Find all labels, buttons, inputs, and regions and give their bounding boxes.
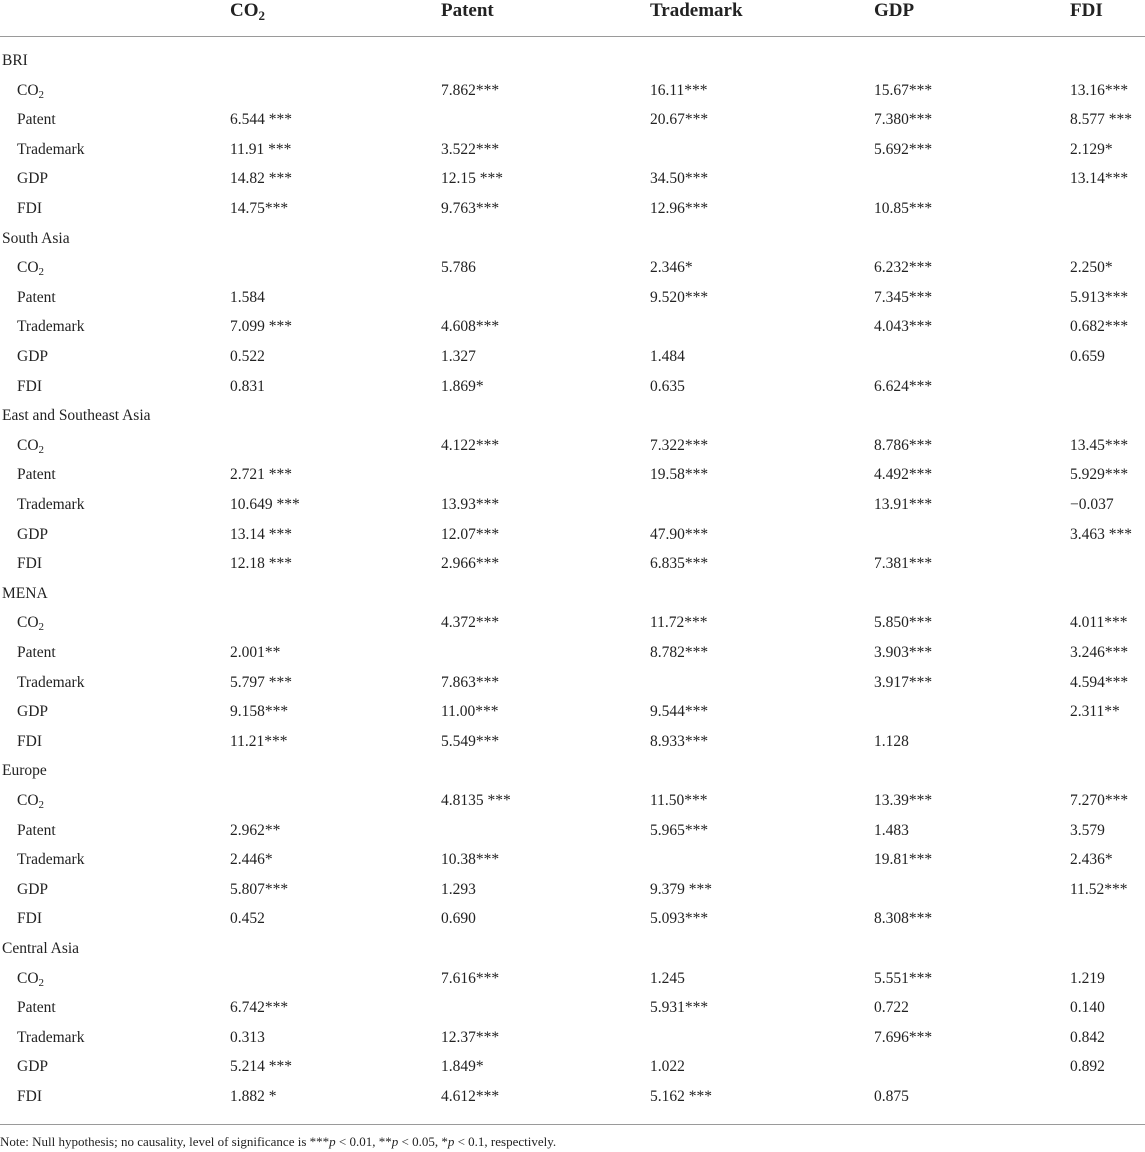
- row-label: [17, 1029, 84, 1047]
- table-cell: 2.346*: [650, 259, 693, 277]
- table-cell: 6.742***: [230, 999, 289, 1017]
- table-cell: 0.842: [1070, 1028, 1105, 1046]
- group-row: [0, 226, 1145, 256]
- row-label: [17, 437, 44, 455]
- table-cell: 8.933***: [650, 732, 709, 750]
- bottom-rule: [0, 1124, 1145, 1125]
- table-row: [0, 1084, 1145, 1114]
- table-cell: 1.483: [874, 821, 909, 839]
- row-label: [17, 644, 56, 662]
- table-cell: 5.913***: [1070, 288, 1129, 306]
- table-cell: 8.782***: [650, 644, 709, 661]
- table-cell: 1.849*: [441, 1058, 484, 1076]
- table-row: [0, 788, 1145, 818]
- table-cell: 5.162 ***: [650, 1088, 712, 1105]
- table-cell: 9.520***: [650, 288, 709, 306]
- table-cell: 12.18 ***: [230, 555, 292, 573]
- table-cell: 10.649 ***: [230, 496, 300, 513]
- table-cell: 5.692***: [874, 140, 933, 158]
- table-cell: 4.011***: [1070, 614, 1128, 632]
- row-label: [17, 82, 44, 100]
- note-text-4: < 0.1, respectively.: [454, 1134, 557, 1149]
- table-cell: 0.313: [230, 1028, 265, 1046]
- group-label: East and Southeast Asia: [2, 407, 151, 425]
- table-cell: 0.140: [1070, 999, 1105, 1017]
- table-cell: 7.322***: [650, 436, 709, 454]
- table-cell: 9.158***: [230, 703, 289, 721]
- header-rule: [0, 36, 1145, 37]
- table-cell: 7.380***: [874, 111, 933, 129]
- row-label-text: CO: [17, 81, 39, 99]
- row-label-text: GDP: [17, 1058, 49, 1076]
- table-cell: 0.452: [230, 910, 265, 928]
- row-label: [17, 1058, 48, 1076]
- row-label-text: GDP: [17, 703, 49, 721]
- row-label: [17, 170, 48, 188]
- table-cell: 3.903***: [874, 644, 933, 661]
- table-cell: 12.96***: [650, 200, 709, 217]
- table-cell: 1.484: [650, 348, 685, 365]
- table-cell: 5.807***: [230, 880, 289, 898]
- header-trademark: Trademark: [650, 0, 743, 21]
- table-cell: 2.446*: [230, 851, 273, 869]
- header-fdi: FDI: [1070, 0, 1103, 21]
- row-label-text: FDI: [17, 377, 42, 395]
- table-cell: 0.659: [1070, 348, 1105, 365]
- table-row: [0, 166, 1145, 196]
- table-row: [0, 522, 1145, 552]
- table-cell: 4.594***: [1070, 673, 1129, 691]
- row-label: [17, 733, 42, 751]
- row-label-text: Trademark: [17, 318, 85, 336]
- table-row: [0, 847, 1145, 877]
- row-label-text: Patent: [17, 644, 56, 661]
- table-cell: 1.584: [230, 288, 265, 306]
- row-label: [17, 614, 44, 632]
- table-row: [0, 137, 1145, 167]
- row-label-text: GDP: [17, 525, 49, 543]
- table-row: [0, 255, 1145, 285]
- table-cell: 0.875: [874, 1088, 909, 1105]
- table-cell: 2.721 ***: [230, 466, 292, 484]
- row-label-text: Trademark: [17, 140, 85, 158]
- row-label-text: GDP: [17, 880, 49, 898]
- table-cell: 5.965***: [650, 821, 709, 839]
- table-cell: 0.682***: [1070, 318, 1129, 336]
- table-row: [0, 196, 1145, 226]
- row-label-text: Trademark: [17, 496, 85, 513]
- row-label-text: Patent: [17, 999, 56, 1017]
- table-cell: 5.850***: [874, 614, 933, 632]
- table-row: [0, 107, 1145, 137]
- table-cell: 4.492***: [874, 466, 933, 484]
- note-p-3: p: [447, 1134, 455, 1149]
- table-row: [0, 610, 1145, 640]
- table-cell: 11.52***: [1070, 880, 1128, 898]
- group-label: Central Asia: [2, 940, 80, 957]
- note-text-3: < 0.05, *: [398, 1134, 448, 1149]
- table-row: [0, 492, 1145, 522]
- row-label-sub: 2: [38, 799, 45, 811]
- note-text-2: < 0.01, **: [335, 1134, 392, 1149]
- table-cell: 0.635: [650, 377, 685, 395]
- table-cell: 9.544***: [650, 703, 709, 721]
- table-cell: 11.91 ***: [230, 140, 292, 158]
- table-row: [0, 374, 1145, 404]
- row-label: [17, 200, 42, 218]
- table-cell: 1.293: [441, 880, 476, 898]
- table-cell: 4.043***: [874, 318, 933, 336]
- row-label: [17, 466, 56, 484]
- table-cell: 1.327: [441, 348, 476, 365]
- table-cell: 13.93***: [441, 496, 500, 513]
- group-label: South Asia: [2, 229, 70, 247]
- table-row: [0, 906, 1145, 936]
- group-row: [0, 936, 1145, 966]
- table-cell: 2.962**: [230, 821, 281, 839]
- row-label-text: Patent: [17, 466, 56, 484]
- note-p-2: p: [391, 1134, 399, 1149]
- row-label: [17, 259, 44, 277]
- table-cell: 5.929***: [1070, 466, 1129, 484]
- group-label: MENA: [2, 584, 48, 602]
- table-cell: 13.39***: [874, 792, 933, 809]
- table-cell: 1.128: [874, 732, 909, 750]
- table-cell: 15.67***: [874, 81, 933, 99]
- table-cell: 20.67***: [650, 111, 709, 129]
- row-label-sub: 2: [38, 976, 45, 989]
- row-label: [17, 851, 84, 869]
- row-label-text: Patent: [17, 111, 56, 129]
- table-row: [0, 818, 1145, 848]
- row-label: [17, 703, 48, 721]
- table-cell: 4.608***: [441, 318, 500, 336]
- row-label-text: Patent: [17, 288, 56, 306]
- row-label-text: Trademark: [17, 1028, 85, 1046]
- group-row: [0, 48, 1145, 78]
- table-row: [0, 670, 1145, 700]
- table-row: [0, 344, 1145, 374]
- row-label-text: CO: [17, 792, 39, 809]
- row-label-sub: 2: [38, 621, 45, 634]
- table-cell: 7.696***: [874, 1028, 933, 1046]
- table-cell: 10.38***: [441, 851, 500, 869]
- group-label: BRI: [2, 52, 28, 69]
- table-cell: 7.381***: [874, 555, 933, 573]
- table-cell: 6.544 ***: [230, 111, 292, 129]
- row-label: [17, 378, 42, 396]
- row-label: [17, 141, 84, 159]
- table-cell: 1.219: [1070, 969, 1105, 987]
- row-label: [17, 1088, 42, 1106]
- row-label: [17, 792, 44, 810]
- row-label-sub: 2: [38, 443, 45, 456]
- table-cell: 13.45***: [1070, 436, 1129, 454]
- row-label-text: GDP: [17, 348, 49, 365]
- table-cell: 12.07***: [441, 525, 500, 543]
- table-cell: 4.122***: [441, 436, 500, 454]
- table-cell: 12.15 ***: [441, 170, 503, 188]
- row-label-sub: 2: [38, 88, 45, 101]
- row-label-sub: 2: [38, 266, 45, 279]
- table-cell: 2.001**: [230, 644, 281, 661]
- table-cell: 3.463 ***: [1070, 525, 1132, 543]
- table-row: [0, 640, 1145, 670]
- table-cell: 2.966***: [441, 555, 500, 573]
- header-co2: [230, 0, 265, 22]
- table-cell: 1.882 *: [230, 1088, 277, 1105]
- note-text-1: Note: Null hypothesis; no causality, level of significance is ***: [0, 1134, 330, 1149]
- row-label: [17, 496, 84, 514]
- table-cell: 7.862***: [441, 81, 500, 99]
- table-row: [0, 729, 1145, 759]
- table-cell: 9.379 ***: [650, 880, 712, 898]
- table-cell: 47.90***: [650, 525, 709, 543]
- row-label-text: CO: [17, 259, 39, 277]
- row-label: [17, 910, 42, 928]
- table-row: [0, 78, 1145, 108]
- table-cell: 14.75***: [230, 200, 289, 217]
- table-cell: 0.522: [230, 348, 265, 365]
- row-label: [17, 822, 56, 840]
- row-label: [17, 970, 44, 988]
- table-cell: 7.863***: [441, 673, 500, 691]
- table-cell: 5.551***: [874, 969, 933, 987]
- table-cell: 1.869*: [441, 377, 484, 395]
- row-label: [17, 111, 56, 129]
- table-cell: 2.311**: [1070, 703, 1120, 721]
- table-cell: 2.436*: [1070, 851, 1113, 869]
- table-row: [0, 314, 1145, 344]
- table-cell: 11.72***: [650, 614, 708, 632]
- row-label-text: FDI: [17, 732, 42, 750]
- table-cell: 14.82 ***: [230, 170, 292, 188]
- table-cell: 3.579: [1070, 821, 1105, 839]
- table-cell: 2.250*: [1070, 259, 1113, 277]
- table-cell: 7.099 ***: [230, 318, 292, 336]
- table-cell: 6.232***: [874, 259, 933, 277]
- table-cell: 11.21***: [230, 732, 288, 750]
- table-cell: 19.58***: [650, 466, 709, 484]
- table-header: [0, 0, 1145, 36]
- table-cell: 8.577 ***: [1070, 111, 1132, 129]
- header-co2-base: CO: [230, 0, 259, 21]
- row-label: [17, 318, 84, 336]
- table-row: [0, 995, 1145, 1025]
- table-row: [0, 433, 1145, 463]
- table-cell: 0.690: [441, 910, 476, 928]
- table-cell: 5.549***: [441, 732, 500, 750]
- table-cell: 2.129*: [1070, 140, 1113, 158]
- table-cell: 4.8135 ***: [441, 792, 511, 809]
- table-cell: 13.16***: [1070, 81, 1129, 99]
- group-row: [0, 758, 1145, 788]
- table-cell: 10.85***: [874, 200, 933, 217]
- row-label-text: FDI: [17, 910, 42, 928]
- table-cell: 12.37***: [441, 1028, 500, 1046]
- table-cell: 13.14***: [1070, 170, 1129, 188]
- table-cell: 9.763***: [441, 200, 500, 217]
- table-cell: 0.722: [874, 999, 909, 1017]
- table-cell: 1.022: [650, 1058, 685, 1076]
- row-label: [17, 289, 56, 307]
- row-label: [17, 526, 48, 544]
- row-label: [17, 348, 48, 366]
- table-cell: 6.624***: [874, 377, 933, 395]
- table-cell: 4.612***: [441, 1088, 500, 1105]
- table-cell: 3.246***: [1070, 644, 1129, 661]
- header-co2-sub: 2: [258, 8, 265, 23]
- row-label-text: Trademark: [17, 673, 85, 691]
- row-label: [17, 674, 84, 692]
- table-cell: 3.522***: [441, 140, 500, 158]
- table-cell: 5.214 ***: [230, 1058, 292, 1076]
- table-cell: 11.50***: [650, 792, 708, 809]
- table-cell: 0.831: [230, 377, 265, 395]
- row-label: [17, 881, 48, 899]
- table-cell: −0.037: [1070, 496, 1114, 513]
- header-patent: Patent: [441, 0, 494, 21]
- table-cell: 5.093***: [650, 910, 709, 928]
- table-row: [0, 551, 1145, 581]
- row-label-text: FDI: [17, 555, 42, 573]
- row-label: [17, 999, 56, 1017]
- table-cell: 19.81***: [874, 851, 933, 869]
- table-cell: 3.917***: [874, 673, 933, 691]
- table-cell: 7.616***: [441, 969, 500, 987]
- row-label: [17, 555, 42, 573]
- row-label-text: Patent: [17, 821, 56, 839]
- row-label-text: FDI: [17, 200, 42, 217]
- table-row: [0, 285, 1145, 315]
- row-label-text: CO: [17, 969, 39, 987]
- table-cell: 34.50***: [650, 170, 709, 188]
- table-cell: 5.931***: [650, 999, 709, 1017]
- row-label-text: Trademark: [17, 851, 85, 869]
- table-cell: 4.372***: [441, 614, 500, 632]
- table-cell: 6.835***: [650, 555, 709, 573]
- table-cell: 1.245: [650, 969, 685, 987]
- group-label: Europe: [2, 762, 47, 780]
- row-label-text: GDP: [17, 170, 49, 188]
- table-row: [0, 1054, 1145, 1084]
- row-label-text: FDI: [17, 1088, 42, 1105]
- row-label-text: CO: [17, 614, 39, 632]
- group-row: [0, 403, 1145, 433]
- table-row: [0, 462, 1145, 492]
- table-row: [0, 966, 1145, 996]
- table-cell: 16.11***: [650, 81, 708, 99]
- table-cell: 7.345***: [874, 288, 933, 306]
- table-cell: 5.786: [441, 259, 476, 277]
- group-row: [0, 581, 1145, 611]
- table-row: [0, 699, 1145, 729]
- table-cell: 8.786***: [874, 436, 933, 454]
- table-cell: 7.270***: [1070, 792, 1129, 809]
- table-cell: 13.14 ***: [230, 525, 292, 543]
- table-note: [0, 1134, 556, 1150]
- table-cell: 5.797 ***: [230, 673, 292, 691]
- table-cell: 0.892: [1070, 1058, 1105, 1076]
- table-cell: 8.308***: [874, 910, 933, 928]
- header-gdp: GDP: [874, 0, 915, 21]
- table-cell: 11.00***: [441, 703, 499, 721]
- note-p-1: p: [329, 1134, 336, 1149]
- table-row: [0, 877, 1145, 907]
- table-row: [0, 1025, 1145, 1055]
- table-cell: 13.91***: [874, 496, 933, 513]
- row-label-text: CO: [17, 436, 39, 454]
